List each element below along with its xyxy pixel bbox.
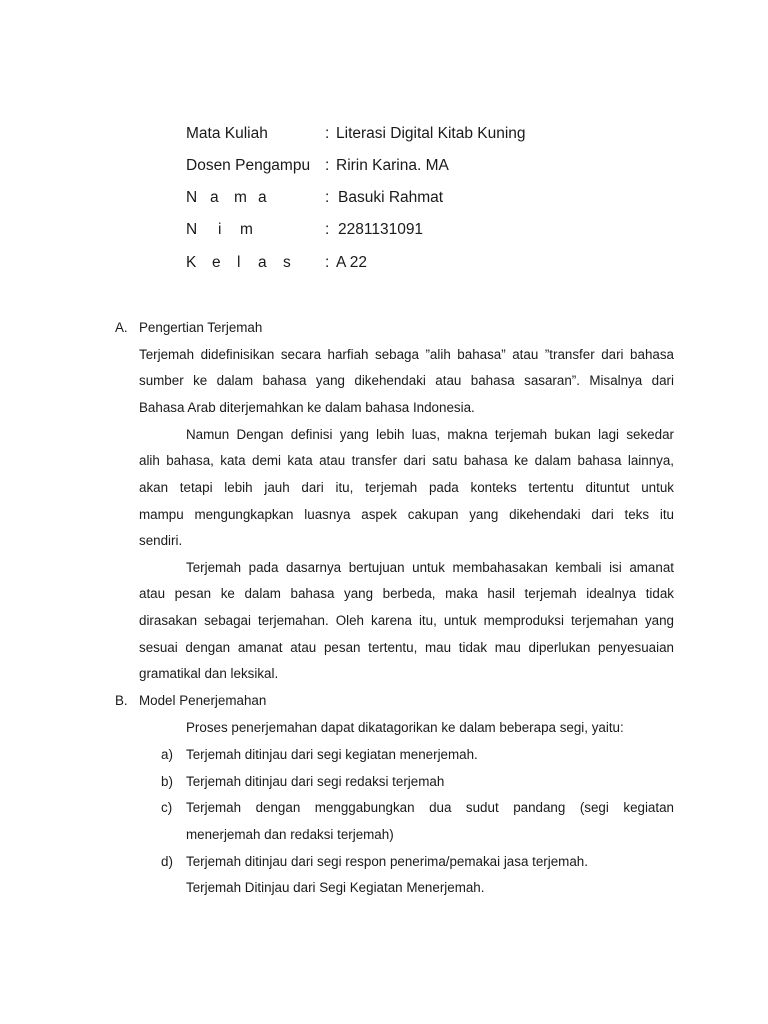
label-letter: a	[210, 189, 219, 206]
paragraph-line: mampu mengungkapkan luasnya aspek cakupan yang dikehendaki dari teks itu	[139, 507, 674, 522]
section-a-heading: Pengertian Terjemah	[139, 320, 263, 335]
list-marker: c)	[161, 800, 173, 815]
paragraph-line: akan tetapi lebih jauh dari itu, terjemah pada konteks tertentu dituntut untuk	[139, 480, 674, 495]
section-a-marker: A.	[115, 320, 128, 335]
list-item-continuation: menerjemah dan redaksi terjemah)	[186, 827, 394, 842]
list-marker: a)	[161, 747, 173, 762]
list-item: Terjemah ditinjau dari segi respon penerima/pemakai jasa terjemah.	[186, 854, 588, 869]
info-colon: :	[325, 157, 330, 174]
list-marker: b)	[161, 774, 173, 789]
info-colon: :	[325, 125, 330, 142]
paragraph-line: alih bahasa, kata demi kata atau transfer dari satu bahasa ke dalam bahasa lainnya,	[139, 453, 674, 468]
info-value: Literasi Digital Kitab Kuning	[336, 125, 526, 142]
list-item: Terjemah ditinjau dari segi kegiatan menerjemah.	[186, 747, 478, 762]
paragraph-line: dirasakan sebagai terjemahan. Oleh karena itu, untuk memproduksi terjemahan yang	[139, 613, 674, 628]
label-letter: N	[186, 189, 198, 206]
paragraph-line: gramatikal dan leksikal.	[139, 666, 279, 681]
label-letter: i	[218, 221, 222, 238]
info-value: A 22	[336, 254, 368, 271]
info-colon: :	[325, 221, 330, 238]
label-letter: a	[258, 189, 267, 206]
label-letter: a	[258, 254, 267, 271]
paragraph-line: Terjemah didefinisikan secara harfiah sebaga ”alih bahasa” atau ”transfer dari bahasa	[139, 347, 674, 362]
label-letter: N	[186, 221, 198, 238]
section-b-heading: Model Penerjemahan	[139, 693, 267, 708]
info-colon: :	[325, 189, 330, 206]
info-value: Basuki Rahmat	[338, 189, 444, 206]
label-letter: e	[212, 254, 221, 271]
info-value: Ririn Karina. MA	[336, 157, 449, 174]
label-letter: m	[240, 221, 253, 238]
info-colon: :	[325, 254, 330, 271]
label-letter: K	[186, 254, 197, 271]
paragraph-line: sesuai dengan amanat atau pesan tertentu, mau tidak mau diperlukan penyesuaian	[139, 640, 674, 655]
info-label: Dosen Pengampu	[186, 157, 311, 174]
paragraph-line: Terjemah pada dasarnya bertujuan untuk membahasakan kembali isi amanat	[186, 560, 674, 575]
section-b-marker: B.	[115, 693, 128, 708]
list-item: Terjemah dengan menggabungkan dua sudut pandang (segi kegiatan	[186, 800, 674, 815]
paragraph-line: Namun Dengan definisi yang lebih luas, makna terjemah bukan lagi sekedar	[186, 427, 674, 442]
info-label: Mata Kuliah	[186, 125, 268, 142]
paragraph-line: sumber ke dalam bahasa yang dikehendaki atau bahasa sasaran”. Misalnya dari	[139, 373, 674, 388]
section-b-intro: Proses penerjemahan dapat dikatagorikan ke dalam beberapa segi, yaitu:	[186, 720, 624, 735]
paragraph-line: Bahasa Arab diterjemahkan ke dalam bahasa Indonesia.	[139, 400, 475, 415]
subsection-heading: Terjemah Ditinjau dari Segi Kegiatan Menerjemah.	[186, 880, 485, 895]
paragraph-line: sendiri.	[139, 533, 183, 548]
label-letter: l	[237, 254, 241, 271]
list-marker: d)	[161, 854, 173, 869]
list-item: Terjemah ditinjau dari segi redaksi terjemah	[186, 774, 445, 789]
paragraph-line: atau pesan ke dalam bahasa yang berbeda, maka hasil terjemah idealnya tidak	[139, 586, 674, 601]
label-letter: s	[283, 254, 291, 271]
label-letter: m	[234, 189, 247, 206]
info-value: 2281131091	[338, 221, 424, 238]
